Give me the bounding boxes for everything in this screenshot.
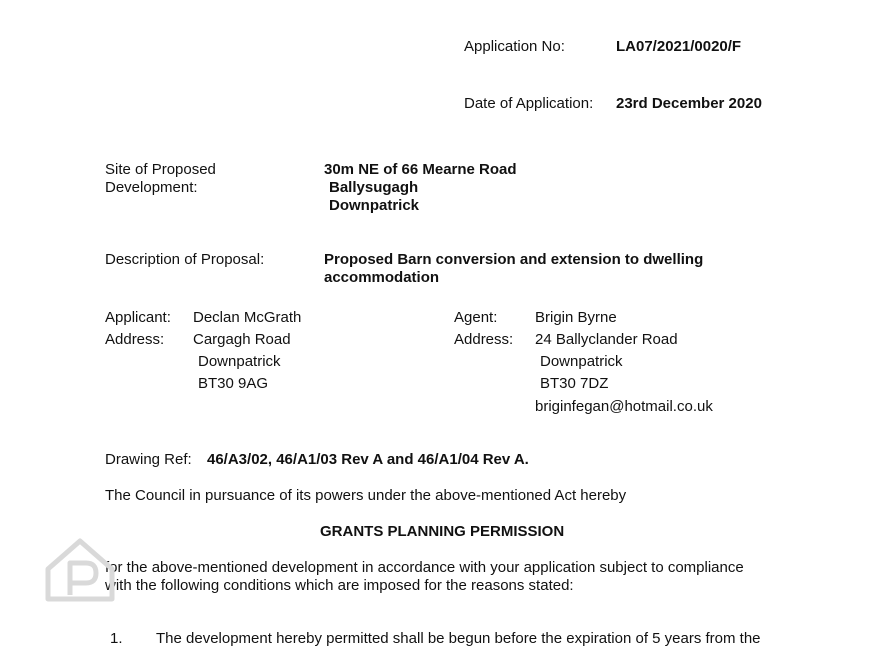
site-address-line1: 30m NE of 66 Mearne Road [324, 161, 517, 178]
description-line2: accommodation [324, 269, 440, 286]
date-of-application: 23rd December 2020 [616, 95, 762, 112]
agent-name: Brigin Byrne [535, 309, 617, 326]
agent-address-label: Address: [454, 331, 514, 348]
grant-heading: GRANTS PLANNING PERMISSION [320, 523, 565, 540]
agent-address-line3: BT30 7DZ [540, 375, 609, 392]
conditions-intro-line2: with the following conditions which are imposed for the reasons stated: [105, 577, 574, 594]
agent-address-line2: Downpatrick [540, 353, 623, 370]
drawing-refs: 46/A3/02, 46/A1/03 Rev A and 46/A1/04 Rev A. [207, 451, 529, 468]
condition-text: The development hereby permitted shall be begun before the expiration of 5 years from the [156, 630, 761, 647]
site-label-line1: Site of Proposed [105, 161, 216, 178]
site-address-line2: Ballysugagh [329, 179, 419, 196]
applicant-address-line2: Downpatrick [198, 353, 281, 370]
applicant-address-label: Address: [105, 331, 165, 348]
applicant-label: Applicant: [105, 309, 171, 326]
site-address-line3: Downpatrick [329, 197, 420, 214]
applicant-address-line1: Cargagh Road [193, 331, 291, 348]
description-line1: Proposed Barn conversion and extension to dwelling [324, 251, 704, 268]
intro-text: The Council in pursuance of its powers under the above-mentioned Act hereby [105, 487, 627, 504]
conditions-intro-line1: for the above-mentioned development in accordance with your application subject to compliance [105, 559, 744, 576]
applicant-address-line3: BT30 9AG [198, 375, 269, 392]
drawing-ref-label: Drawing Ref: [105, 451, 192, 468]
site-label-line2: Development: [105, 179, 198, 196]
applicant-name: Declan McGrath [193, 309, 302, 326]
application-no: LA07/2021/0020/F [616, 38, 742, 55]
description-label: Description of Proposal: [105, 251, 265, 268]
application-no-label: Application No: [464, 38, 565, 55]
agent-address-line1: 24 Ballyclander Road [535, 331, 678, 348]
condition-number: 1. [110, 630, 123, 647]
date-of-application-label: Date of Application: [464, 95, 594, 112]
house-logo-icon [40, 535, 120, 605]
agent-email: briginfegan@hotmail.co.uk [535, 398, 713, 415]
agent-label: Agent: [454, 309, 498, 326]
